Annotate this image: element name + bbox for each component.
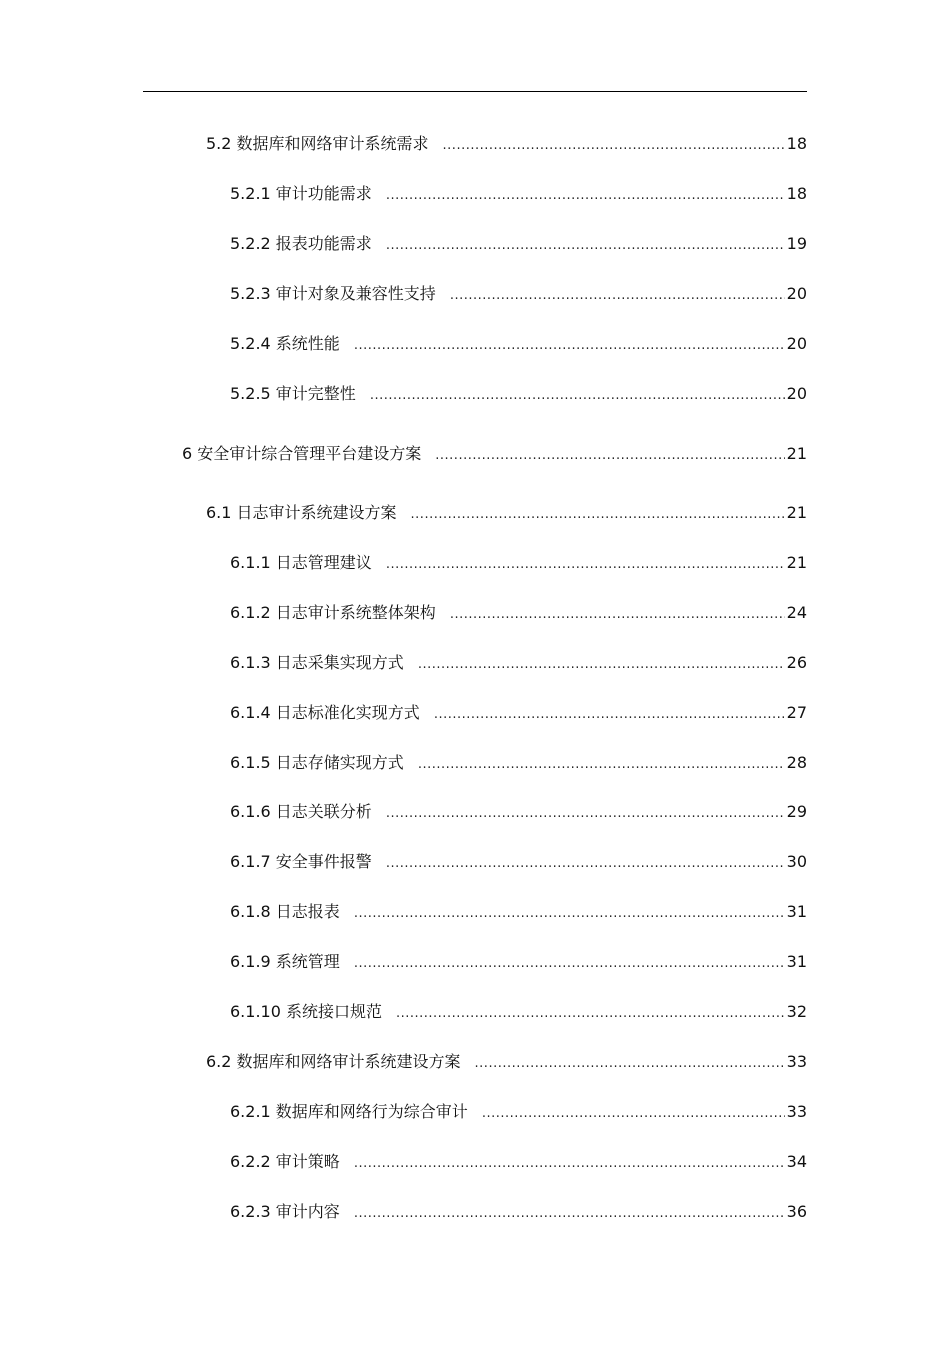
toc-dot-leader bbox=[354, 904, 785, 924]
toc-dot-leader bbox=[370, 386, 785, 406]
toc-entry-label: 6.1.9 系统管理 bbox=[230, 952, 354, 972]
toc-entry-label: 6.2 数据库和网络审计系统建设方案 bbox=[206, 1052, 475, 1072]
toc-entry-label: 6.1.2 日志审计系统整体架构 bbox=[230, 603, 450, 623]
toc-entry-label: 5.2.5 审计完整性 bbox=[230, 384, 370, 404]
toc-entry-label: 6.1 日志审计系统建设方案 bbox=[206, 503, 411, 523]
toc-entry-6-1-1[interactable] bbox=[230, 553, 807, 575]
toc-page-number: 33 bbox=[786, 1052, 807, 1071]
toc-dot-leader bbox=[386, 236, 785, 256]
toc-entry-label: 6.2.3 审计内容 bbox=[230, 1202, 354, 1222]
toc-entry-label: 6.1.10 系统接口规范 bbox=[230, 1002, 396, 1022]
toc-entry-label: 5.2.1 审计功能需求 bbox=[230, 184, 386, 204]
toc-entry-6-2-3[interactable] bbox=[230, 1202, 807, 1224]
toc-page-number: 21 bbox=[786, 553, 807, 572]
toc-dot-leader bbox=[354, 1154, 785, 1174]
toc-page-number: 20 bbox=[786, 334, 807, 353]
toc-dot-leader bbox=[386, 854, 785, 874]
toc-entry-6-1-2[interactable] bbox=[230, 603, 807, 625]
toc-entry-6-1-8[interactable] bbox=[230, 902, 807, 924]
toc-page-number: 20 bbox=[786, 284, 807, 303]
toc-entry-6-1-4[interactable] bbox=[230, 703, 807, 725]
toc-entry-label: 5.2.3 审计对象及兼容性支持 bbox=[230, 284, 450, 304]
toc-entry-label: 6.1.1 日志管理建议 bbox=[230, 553, 386, 573]
toc-page-number: 29 bbox=[786, 802, 807, 821]
toc-entry-5-2-2[interactable] bbox=[230, 234, 807, 256]
toc-entry-5-2-3[interactable] bbox=[230, 284, 807, 306]
toc-entry-5-2-5[interactable] bbox=[230, 384, 807, 406]
toc-dot-leader bbox=[443, 136, 785, 156]
toc-entry-6-1-9[interactable] bbox=[230, 952, 807, 974]
toc-dot-leader bbox=[418, 755, 785, 775]
toc-entry-label: 6.1.6 日志关联分析 bbox=[230, 802, 386, 822]
toc-entry-label: 6.2.1 数据库和网络行为综合审计 bbox=[230, 1102, 482, 1122]
toc-entry-6-2[interactable] bbox=[206, 1052, 807, 1074]
toc-page-number: 21 bbox=[786, 503, 807, 522]
toc-page-number: 34 bbox=[786, 1152, 807, 1171]
toc-page-number: 19 bbox=[786, 234, 807, 253]
toc-page-number: 32 bbox=[786, 1002, 807, 1021]
toc-dot-leader bbox=[386, 804, 785, 824]
toc-page-number: 27 bbox=[786, 703, 807, 722]
toc-entry-label: 6 安全审计综合管理平台建设方案 bbox=[182, 444, 435, 464]
toc-dot-leader bbox=[396, 1004, 785, 1024]
toc-dot-leader bbox=[354, 336, 785, 356]
toc-entry-6[interactable] bbox=[182, 444, 807, 466]
toc-page-number: 33 bbox=[786, 1102, 807, 1121]
toc-page-number: 36 bbox=[786, 1202, 807, 1221]
toc-page-number: 24 bbox=[786, 603, 807, 622]
toc-entry-label: 6.2.2 审计策略 bbox=[230, 1152, 354, 1172]
toc-page-number: 26 bbox=[786, 653, 807, 672]
toc-page-number: 30 bbox=[786, 852, 807, 871]
toc-entry-6-1[interactable] bbox=[206, 503, 807, 525]
toc-entry-label: 6.1.3 日志采集实现方式 bbox=[230, 653, 418, 673]
header-rule bbox=[143, 91, 807, 92]
toc-dot-leader bbox=[354, 954, 785, 974]
toc-entry-6-1-5[interactable] bbox=[230, 753, 807, 775]
toc-entry-5-2-4[interactable] bbox=[230, 334, 807, 356]
toc-page-number: 21 bbox=[786, 444, 807, 463]
toc-dot-leader bbox=[434, 705, 785, 725]
toc-dot-leader bbox=[411, 505, 785, 525]
toc-entry-6-1-6[interactable] bbox=[230, 802, 807, 824]
toc-dot-leader bbox=[418, 655, 785, 675]
toc-dot-leader bbox=[450, 286, 785, 306]
toc-page-number: 18 bbox=[786, 184, 807, 203]
toc-entry-5-2-1[interactable] bbox=[230, 184, 807, 206]
toc-dot-leader bbox=[386, 555, 785, 575]
toc-page-number: 31 bbox=[786, 952, 807, 971]
toc-entry-6-2-1[interactable] bbox=[230, 1102, 807, 1124]
toc-page-number: 28 bbox=[786, 753, 807, 772]
toc-dot-leader bbox=[354, 1204, 785, 1224]
toc-dot-leader bbox=[386, 186, 785, 206]
toc-dot-leader bbox=[435, 446, 784, 466]
toc-page-number: 20 bbox=[786, 384, 807, 403]
toc-entry-label: 5.2 数据库和网络审计系统需求 bbox=[206, 134, 443, 154]
toc-entry-6-2-2[interactable] bbox=[230, 1152, 807, 1174]
toc-entry-label: 5.2.4 系统性能 bbox=[230, 334, 354, 354]
toc-dot-leader bbox=[450, 605, 785, 625]
toc-entry-label: 6.1.7 安全事件报警 bbox=[230, 852, 386, 872]
toc-entry-label: 6.1.8 日志报表 bbox=[230, 902, 354, 922]
toc-entry-6-1-10[interactable] bbox=[230, 1002, 807, 1024]
toc-entry-5-2[interactable] bbox=[206, 134, 807, 156]
toc-entry-6-1-7[interactable] bbox=[230, 852, 807, 874]
toc-dot-leader bbox=[475, 1054, 785, 1074]
toc-dot-leader bbox=[482, 1104, 785, 1124]
toc-entry-label: 6.1.5 日志存储实现方式 bbox=[230, 753, 418, 773]
toc-page-number: 18 bbox=[786, 134, 807, 153]
toc-entry-6-1-3[interactable] bbox=[230, 653, 807, 675]
toc-page-number: 31 bbox=[786, 902, 807, 921]
toc-entry-label: 6.1.4 日志标准化实现方式 bbox=[230, 703, 434, 723]
toc-entry-label: 5.2.2 报表功能需求 bbox=[230, 234, 386, 254]
